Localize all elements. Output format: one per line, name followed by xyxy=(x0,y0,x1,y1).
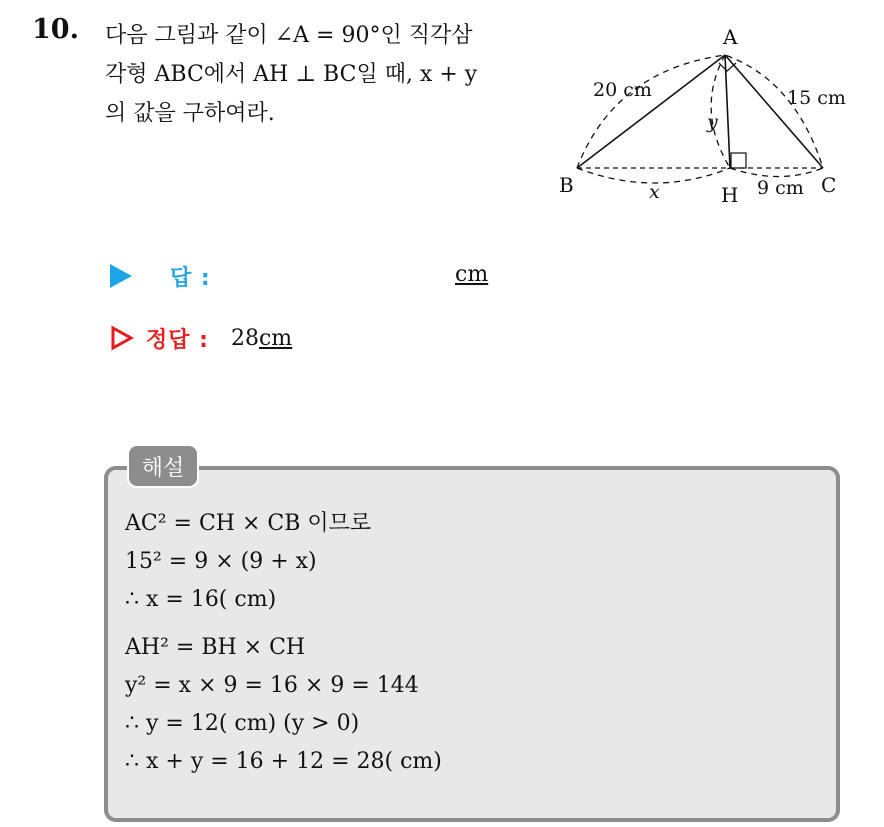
vertex-h-label: H xyxy=(721,183,739,207)
solution-line-4: AH² = BH × CH xyxy=(125,635,306,660)
label-ah: y xyxy=(707,111,718,133)
vertex-a-label: A xyxy=(723,25,738,49)
triangle-figure xyxy=(555,20,855,210)
outline-play-icon xyxy=(110,325,134,351)
answer-label: 답 : xyxy=(170,265,211,291)
label-bh: x xyxy=(649,181,660,203)
vertex-c-label: C xyxy=(821,173,837,197)
question-number: 10. xyxy=(32,14,79,45)
solution-line-1: AC² = CH × CB 이므로 xyxy=(125,511,372,536)
question-line-3: 의 값을 구하여라. xyxy=(105,101,275,126)
solution-line-7: ∴ x + y = 16 + 12 = 28( cm) xyxy=(125,749,442,774)
solution-line-5: y² = x × 9 = 16 × 9 = 144 xyxy=(125,673,419,698)
right-angle-h xyxy=(731,153,746,168)
answer-row xyxy=(110,256,211,296)
correct-row xyxy=(110,318,292,358)
question-line-1: 다음 그림과 같이 ∠A = 90°인 직각삼 xyxy=(105,23,473,48)
altitude-ah xyxy=(725,55,730,168)
correct-answer xyxy=(231,326,292,351)
solution-line-3: ∴ x = 16( cm) xyxy=(125,587,277,612)
correct-label: 정답 : xyxy=(146,327,209,353)
label-ac: 15 cm xyxy=(787,87,846,109)
solution-lines xyxy=(125,505,442,781)
question-text xyxy=(105,16,545,133)
label-hc: 9 cm xyxy=(757,177,804,199)
play-icon xyxy=(110,264,132,288)
question-line-2: 각형 ABC에서 AH ⊥ BC일 때, x + y xyxy=(105,62,478,87)
correct-unit: cm xyxy=(258,325,293,351)
solution-gap xyxy=(125,619,442,629)
vertex-b-label: B xyxy=(559,173,574,197)
dashed-arc-bottom-right xyxy=(730,168,823,177)
solution-tag: 해설 xyxy=(127,444,199,488)
correct-value: 28 xyxy=(230,325,259,351)
solution-line-2: 15² = 9 × (9 + x) xyxy=(125,549,317,574)
side-ac xyxy=(725,55,823,168)
answer-unit: cm xyxy=(455,262,489,287)
solution-line-6: ∴ y = 12( cm) (y > 0) xyxy=(125,711,360,736)
side-ab xyxy=(577,55,725,168)
label-ab: 20 cm xyxy=(593,79,652,101)
dashed-arc-outer xyxy=(577,55,823,168)
